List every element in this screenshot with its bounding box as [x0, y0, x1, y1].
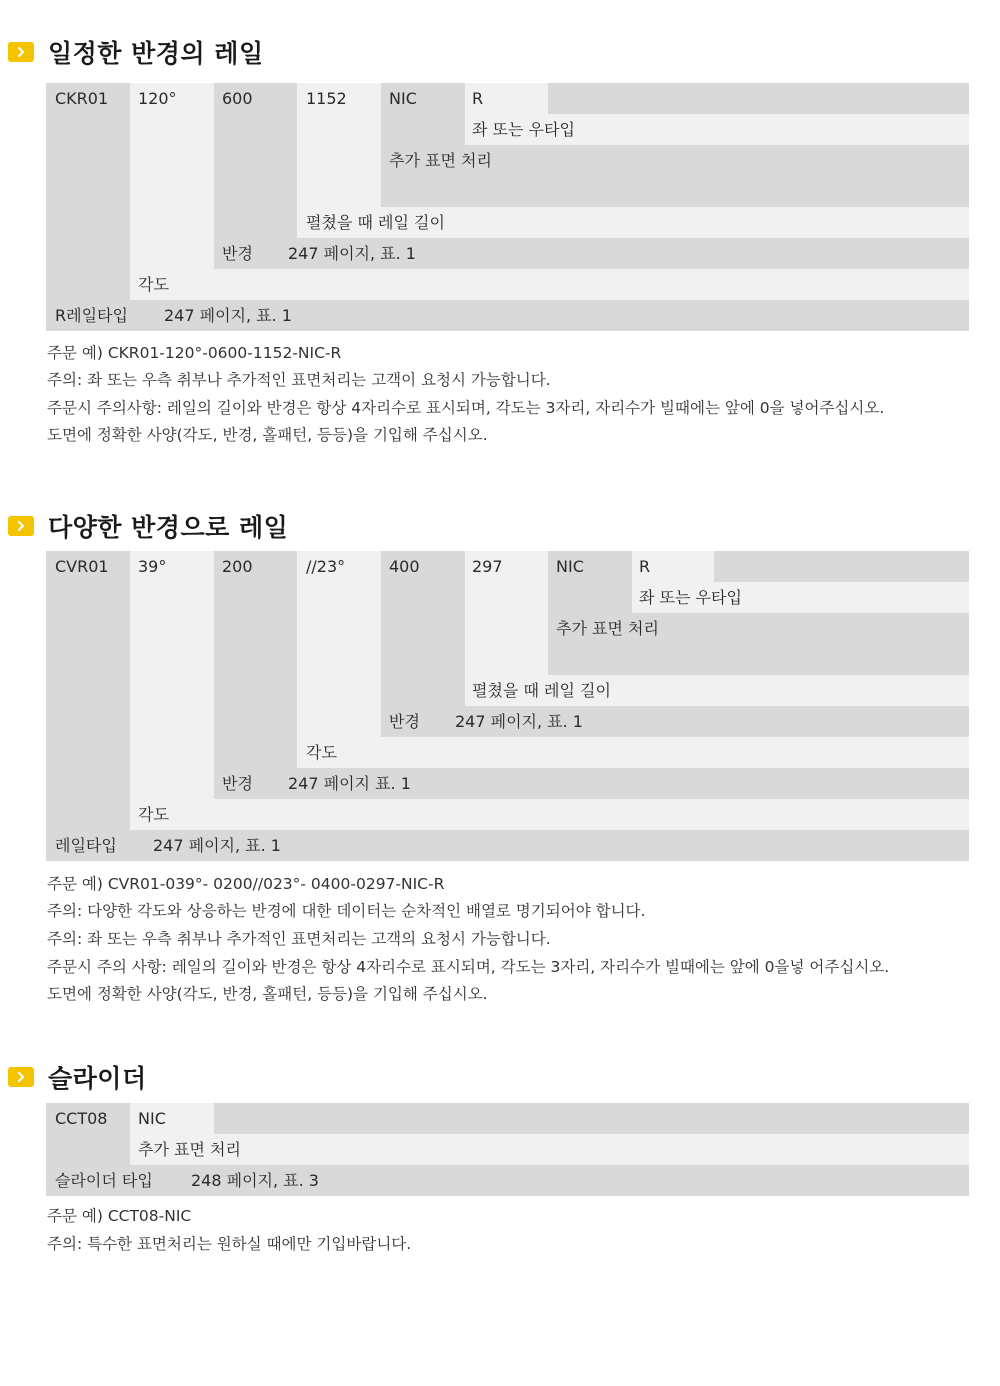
- order-example: 주문 예) CKR01-120°-0600-1152-NIC-R: [47, 344, 342, 362]
- note-line: 주의: 좌 또는 우측 취부나 추가적인 표면처리는 고객의 요청시 가능합니다.: [47, 930, 551, 948]
- label-unfolded-length: 펼쳤을 때 레일 길이: [472, 681, 611, 700]
- table-row: [46, 1134, 969, 1165]
- label-unfolded-length: 펼쳤을 때 레일 길이: [306, 213, 445, 232]
- table-row: [46, 799, 969, 830]
- code-cell: CVR01: [55, 557, 109, 576]
- table-row: [46, 613, 969, 675]
- label-angle: 각도: [138, 805, 169, 824]
- table-row: [46, 269, 969, 300]
- length-cell: 1152: [306, 89, 347, 108]
- chevron-right-icon: [8, 42, 34, 62]
- note-line: 주문시 주의사항: 레일의 길이와 반경은 항상 4자리수로 표시되며, 각도는 3자리, 자리수가 빌때에는 앞에 0을 넣어주십시오.: [47, 399, 885, 417]
- table-row: [46, 1165, 969, 1196]
- section-header-variable-radius-rail: [8, 506, 288, 546]
- page-reference: 247 페이지, 표. 1: [288, 244, 416, 263]
- page-reference: 247 페이지, 표. 1: [455, 712, 583, 731]
- side-cell: R: [472, 89, 484, 108]
- page-reference: 247 페이지, 표. 1: [164, 306, 292, 325]
- table-row: [46, 1103, 969, 1134]
- table-row: [46, 83, 969, 114]
- radius-cell: 400: [389, 557, 420, 576]
- note-line: 주의: 다양한 각도와 상응하는 반경에 대한 데이터는 순차적인 배열로 명기되어야 합니다.: [47, 902, 646, 920]
- table-row: [46, 551, 969, 582]
- label-rail-type: R레일타입: [55, 306, 128, 325]
- section-title: 슬라이더: [48, 1064, 147, 1093]
- label-angle: 각도: [138, 275, 169, 294]
- code-cell: CCT08: [55, 1109, 108, 1128]
- label-radius: 반경: [389, 712, 420, 731]
- radius-cell: 600: [222, 89, 253, 108]
- angle-cell: 39°: [138, 557, 167, 576]
- page-reference: 248 페이지, 표. 3: [191, 1171, 319, 1190]
- angle-cell: //23°: [306, 557, 346, 576]
- table-row: [46, 207, 969, 238]
- table-row: [46, 145, 969, 207]
- label-side-type: 좌 또는 우타입: [639, 588, 742, 607]
- chevron-right-icon: [8, 516, 34, 536]
- section-title: 일정한 반경의 레일: [48, 39, 264, 68]
- section-title: 다양한 반경으로 레일: [48, 513, 289, 542]
- code-cell: CKR01: [55, 89, 109, 108]
- table-row: [46, 582, 969, 613]
- label-surface-treatment: 추가 표면 처리: [389, 151, 492, 170]
- note-line: 도면에 정확한 사양(각도, 반경, 홀패턴, 등등)을 기입해 주십시오.: [47, 985, 488, 1003]
- surface-cell: NIC: [556, 557, 584, 576]
- order-example: 주문 예) CCT08-NIC: [47, 1207, 192, 1225]
- note-line: 주의: 좌 또는 우측 취부나 추가적인 표면처리는 고객이 요청시 가능합니다.: [47, 371, 551, 389]
- label-slider-type: 슬라이더 타입: [55, 1171, 153, 1190]
- table-row: [46, 768, 969, 799]
- table-row: [46, 300, 969, 331]
- label-radius: 반경: [222, 774, 253, 793]
- surface-cell: NIC: [138, 1109, 166, 1128]
- surface-cell: NIC: [389, 89, 417, 108]
- side-cell: R: [639, 557, 651, 576]
- label-side-type: 좌 또는 우타입: [472, 120, 575, 139]
- table-row: [46, 675, 969, 706]
- table-row: [46, 706, 969, 737]
- table-row: [46, 830, 969, 861]
- page-reference: 247 페이지 표. 1: [288, 774, 411, 793]
- note-line: 도면에 정확한 사양(각도, 반경, 홀패턴, 등등)을 기입해 주십시오.: [47, 426, 488, 444]
- note-line: 주의: 특수한 표면처리는 원하실 때에만 기입바랍니다.: [47, 1235, 412, 1253]
- radius-cell: 200: [222, 557, 253, 576]
- label-radius: 반경: [222, 244, 253, 263]
- length-cell: 297: [472, 557, 503, 576]
- note-line: 주문시 주의 사항: 레일의 길이와 반경은 항상 4자리수로 표시되며, 각도는 3자리, 자리수가 빌때에는 앞에 0을넣 어주십시오.: [47, 958, 890, 976]
- label-angle: 각도: [306, 743, 337, 762]
- chevron-right-icon: [8, 1067, 34, 1087]
- label-surface-treatment: 추가 표면 처리: [556, 619, 659, 638]
- table-row: [46, 737, 969, 768]
- section-header-constant-radius-rail: [8, 32, 264, 72]
- section-header-slider: [8, 1057, 147, 1097]
- label-surface-treatment: 추가 표면 처리: [138, 1140, 241, 1159]
- page-reference: 247 페이지, 표. 1: [153, 836, 281, 855]
- order-example: 주문 예) CVR01-039°- 0200//023°- 0400-0297-NIC-R: [47, 875, 445, 893]
- label-rail-type: 레일타입: [55, 836, 117, 855]
- angle-cell: 120°: [138, 89, 177, 108]
- table-row: [46, 114, 969, 145]
- table-row: [46, 238, 969, 269]
